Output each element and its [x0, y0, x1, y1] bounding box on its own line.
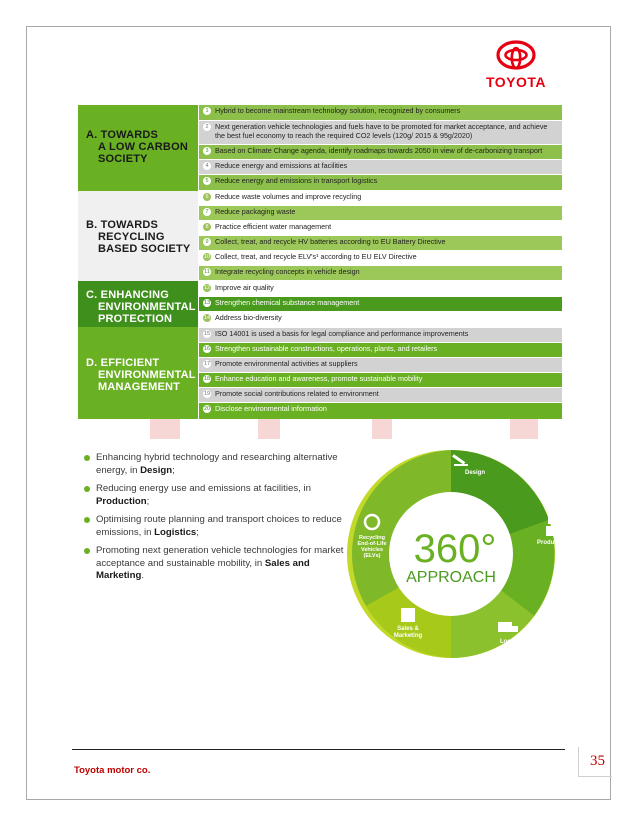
- row-text: Collect, treat, and recycle ELV's¹ according to EU ELV Directive: [215, 252, 417, 261]
- row-number: 5: [203, 177, 211, 185]
- row-text: Strengthen sustainable constructions, operations, plants, and retailers: [215, 344, 438, 353]
- bullet-end: ;: [172, 464, 175, 476]
- row-text: Practice efficient water management: [215, 222, 332, 231]
- row-text: Integrate recycling concepts in vehicle design: [215, 267, 360, 276]
- bullet-list: [84, 452, 346, 589]
- section-label-line: SOCIETY: [98, 153, 148, 165]
- segment-label-recycling-2: End-of-Life: [357, 541, 387, 547]
- table-row: [199, 297, 562, 311]
- row-number: 17: [203, 361, 211, 367]
- bullet-text: Reducing energy use and emissions at facilities, in: [96, 483, 311, 494]
- bullet-end: ;: [196, 526, 199, 538]
- list-item: [84, 514, 346, 539]
- row-number: 15: [203, 331, 211, 337]
- table-row: [199, 121, 562, 144]
- table-row: [199, 403, 562, 419]
- table-row: [199, 343, 562, 357]
- bullet-text: Promoting next generation vehicle technologies for market acceptance and sustainable mobility, in: [96, 545, 344, 569]
- row-text: Promote environmental activities at suppliers: [215, 359, 358, 368]
- approach-ring-diagram: [344, 436, 569, 672]
- sales-building-icon: [401, 608, 415, 622]
- table-row: [199, 388, 562, 402]
- ring-sub-text: APPROACH: [406, 569, 496, 586]
- row-number: 19: [203, 391, 211, 397]
- row-text: Improve air quality: [215, 283, 274, 292]
- segment-label-recycling-4: (ELVs): [363, 553, 381, 559]
- row-number: 4: [203, 162, 211, 170]
- section-label-line: ENVIRONMENTAL: [98, 369, 196, 381]
- bullet-dot-icon: [84, 517, 90, 523]
- row-number: 10: [203, 254, 211, 260]
- ring-big-text: 360°: [413, 527, 497, 571]
- segment-label-design: Design: [465, 470, 486, 476]
- footer-rule: [72, 749, 565, 750]
- row-number: 16: [203, 346, 211, 352]
- page-number: 35: [590, 753, 605, 769]
- bullet-emphasis: Sales and Marketing: [96, 557, 310, 581]
- bullet-dot-icon: [84, 455, 90, 461]
- bullet-dot-icon: [84, 548, 90, 554]
- row-text: Reduce energy and emissions in transport logistics: [215, 176, 378, 185]
- row-text: Based on Climate Change agenda, identify roadmaps towards 2050 in view of de-carbonizing transport: [215, 146, 543, 155]
- table-row: [199, 282, 562, 296]
- bullet-dot-icon: [84, 486, 90, 492]
- table-row: [199, 373, 562, 387]
- row-number: 1: [203, 107, 211, 115]
- footer-company: Toyota motor co.: [74, 765, 151, 776]
- section-label-line: B. TOWARDS: [86, 219, 159, 231]
- bullet-end: ;: [146, 495, 150, 507]
- bullet-text: Enhancing hybrid technology and researching alternative energy, in: [96, 452, 338, 476]
- table-row: [199, 145, 562, 159]
- section-label-line: D. EFFICIENT: [86, 357, 160, 369]
- table-row: [199, 328, 562, 342]
- section-d-label: [78, 349, 198, 393]
- ghost-shape: [258, 419, 280, 439]
- section-label-line: MANAGEMENT: [98, 381, 181, 393]
- bullet-end: .: [141, 570, 144, 581]
- row-number: 18: [203, 376, 211, 382]
- section-label-line: PROTECTION: [98, 313, 173, 325]
- list-item: [84, 545, 346, 583]
- table-row: [199, 160, 562, 174]
- brand-wordmark: TOYOTA: [485, 74, 547, 90]
- row-text: Strengthen chemical substance management: [215, 298, 360, 307]
- section-label-line: BASED SOCIETY: [98, 243, 191, 255]
- row-text: Reduce waste volumes and improve recycling: [215, 192, 362, 201]
- segment-label-recycling-3: Vehicles: [360, 547, 384, 553]
- bullet-emphasis: Design: [140, 464, 173, 476]
- row-number: 6: [203, 193, 211, 201]
- bullet-text: Optimising route planning and transport choices to reduce emissions, in: [96, 514, 342, 538]
- table-row: [199, 312, 562, 326]
- row-text: Reduce energy and emissions at facilities: [215, 161, 348, 170]
- row-number: 8: [203, 223, 211, 231]
- table-row: [199, 358, 562, 372]
- section-label-line: A. TOWARDS: [86, 129, 159, 141]
- section-label-line: C. ENHANCING: [86, 289, 170, 301]
- segment-label-sales-2: Marketing: [393, 633, 423, 639]
- bullet-emphasis: Logistics: [154, 526, 197, 538]
- row-text: Reduce packaging waste: [215, 207, 296, 216]
- list-item: [84, 483, 346, 508]
- section-label-line: A LOW CARBON: [98, 141, 188, 153]
- table-row: [199, 175, 562, 190]
- row-text: Promote social contributions related to environment: [215, 389, 379, 398]
- section-label-line: RECYCLING: [98, 231, 165, 243]
- section-c-label: [78, 281, 198, 325]
- table-row: [199, 221, 562, 235]
- row-number: 12: [203, 285, 211, 291]
- row-text: Disclose environmental information: [215, 404, 327, 413]
- row-text: Collect, treat, and recycle HV batteries according to EU Battery Directive: [215, 237, 446, 246]
- segment-label-recycling-1: Recycling: [359, 535, 385, 541]
- section-label-line: ENVIRONMENTAL: [98, 301, 196, 313]
- section-b-label: [78, 211, 198, 255]
- segment-label-production: Production: [537, 540, 569, 546]
- row-number: 14: [203, 315, 211, 321]
- row-text: ISO 14001 is used a basis for legal compliance and performance improvements: [215, 329, 469, 338]
- row-text: Hybrid to become mainstream technology solution, recognized by consumers: [215, 106, 461, 115]
- row-number: 13: [203, 300, 211, 306]
- table-row: [199, 266, 562, 280]
- row-text: Address bio-diversity: [215, 313, 282, 322]
- row-number: 3: [203, 147, 211, 155]
- row-number: 9: [203, 238, 211, 246]
- table-row: [199, 236, 562, 250]
- table-row: [199, 251, 562, 265]
- bullet-emphasis: Production: [96, 495, 147, 507]
- segment-label-logistics: Logistics: [500, 639, 527, 645]
- segment-label-sales-1: Sales &: [397, 626, 419, 632]
- row-number: 2: [203, 123, 211, 131]
- row-number: 11: [204, 269, 210, 275]
- ghost-shape: [150, 419, 180, 439]
- row-text: Enhance education and awareness, promote sustainable mobility: [215, 374, 423, 383]
- table-row: [199, 191, 562, 205]
- section-a-label: [78, 121, 198, 165]
- table-row: [199, 206, 562, 220]
- priorities-table: [78, 105, 562, 419]
- row-text: Next generation vehicle technologies and fuels have to be promoted for market acceptance, and achieve the best fuel economy to reach the required CO2 levels (120g/ 2015 & 95g/2020): [215, 122, 548, 140]
- row-number: 7: [203, 208, 211, 216]
- row-number: 20: [203, 406, 211, 412]
- table-row: [199, 105, 562, 120]
- list-item: [84, 452, 346, 477]
